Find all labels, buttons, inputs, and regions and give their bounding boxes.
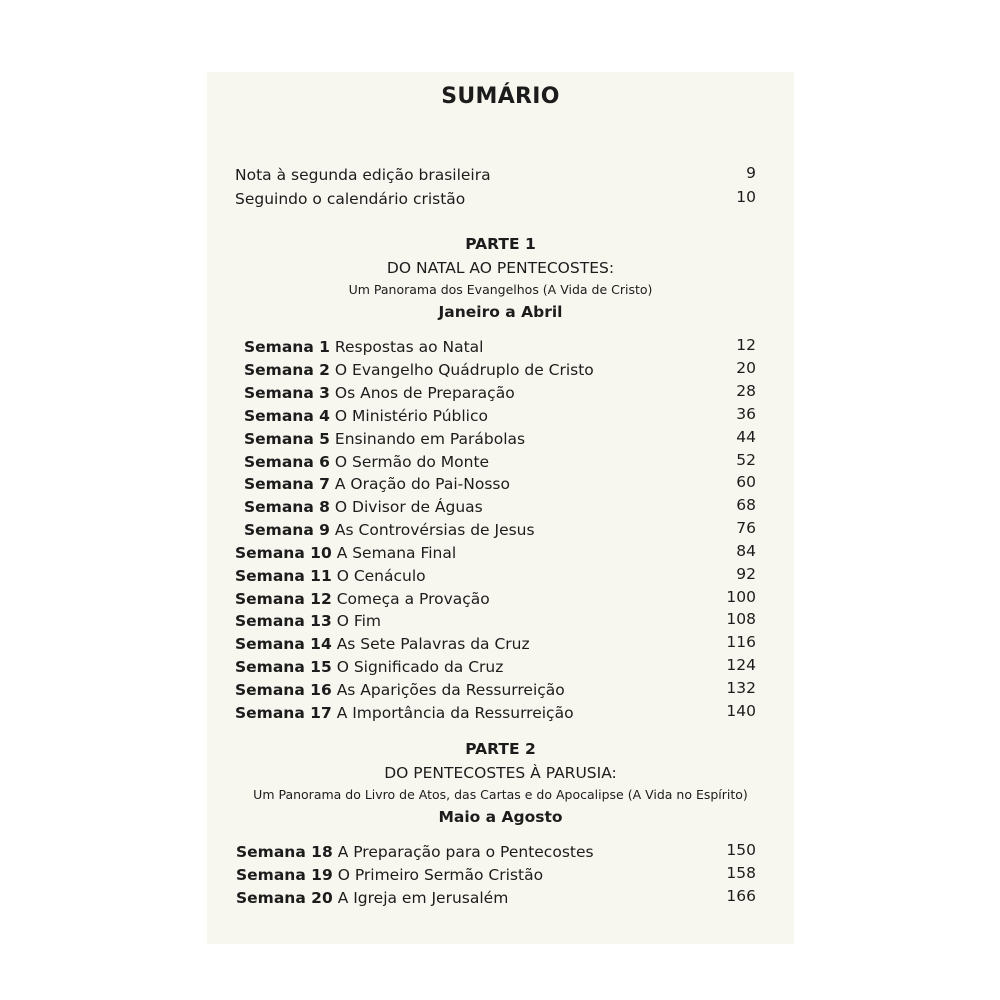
toc-entry-title: O Cenáculo	[336, 567, 426, 585]
toc-entry-title: A Preparação para o Pentecostes	[337, 843, 594, 861]
toc-entry-week: Semana 10	[235, 544, 332, 562]
toc-entry-title: O Ministério Público	[334, 407, 488, 425]
toc-entry	[244, 361, 594, 379]
toc-entry-page: 108	[726, 610, 756, 628]
toc-entry-title: O Divisor de Águas	[334, 498, 483, 516]
part-months: Maio a Agosto	[438, 808, 563, 826]
toc-entry-page: 68	[736, 496, 756, 514]
toc-entry-page: 124	[726, 656, 756, 674]
toc-entry-page: 20	[736, 359, 756, 377]
toc-entry	[236, 866, 543, 884]
toc-entry	[244, 453, 489, 471]
toc-entry-page: 116	[726, 633, 756, 651]
toc-entry-title: A Igreja em Jerusalém	[337, 889, 509, 907]
toc-entry-page: 132	[726, 679, 756, 697]
toc-entry	[244, 407, 488, 425]
toc-entry-page: 28	[736, 382, 756, 400]
toc-entry-title: As Sete Palavras da Cruz	[336, 635, 530, 653]
part-title: DO PENTECOSTES À PARUSIA:	[384, 764, 617, 782]
toc-entry-page: 44	[736, 428, 756, 446]
part-subtitle: Um Panorama do Livro de Atos, das Cartas e do Apocalipse (A Vida no Espírito)	[253, 787, 748, 802]
toc-entry-page: 158	[726, 864, 756, 882]
toc-entry-title: Os Anos de Preparação	[334, 384, 515, 402]
toc-entry-page: 166	[726, 887, 756, 905]
toc-entry	[244, 384, 515, 402]
toc-entry-page: 76	[736, 519, 756, 537]
toc-entry-week: Semana 20	[236, 889, 333, 907]
toc-entry	[235, 704, 574, 722]
book-page	[207, 72, 794, 944]
toc-entry-week: Semana 9	[244, 521, 330, 539]
toc-entry-page: 12	[736, 336, 756, 354]
toc-entry	[235, 544, 456, 562]
toc-entry	[244, 430, 525, 448]
page-title: SUMÁRIO	[441, 84, 560, 109]
toc-entry-title: O Sermão do Monte	[334, 453, 490, 471]
toc-entry	[235, 612, 381, 630]
toc-entry-week: Semana 15	[235, 658, 332, 676]
front-matter-item-title: Nota à segunda edição brasileira	[235, 166, 491, 184]
toc-entry-title: A Importância da Ressurreição	[336, 704, 574, 722]
toc-entry	[235, 635, 530, 653]
toc-entry-week: Semana 19	[236, 866, 333, 884]
toc-entry	[244, 521, 535, 539]
toc-entry-title: As Aparições da Ressurreição	[336, 681, 565, 699]
toc-entry-page: 60	[736, 473, 756, 491]
toc-entry-week: Semana 17	[235, 704, 332, 722]
toc-entry-page: 92	[736, 565, 756, 583]
toc-entry-title: As Controvérsias de Jesus	[334, 521, 535, 539]
part-subtitle: Um Panorama dos Evangelhos (A Vida de Cristo)	[348, 282, 653, 297]
toc-entry	[236, 889, 508, 907]
toc-entry-week: Semana 14	[235, 635, 332, 653]
toc-entry-page: 140	[726, 702, 756, 720]
front-matter-item-title: Seguindo o calendário cristão	[235, 190, 466, 208]
toc-entry	[244, 498, 483, 516]
part-months: Janeiro a Abril	[438, 303, 563, 321]
front-matter-item-page: 9	[746, 164, 756, 182]
toc-entry	[244, 338, 483, 356]
part-title: DO NATAL AO PENTECOSTES:	[386, 259, 615, 277]
toc-entry-week: Semana 13	[235, 612, 332, 630]
toc-entry-week: Semana 7	[244, 475, 330, 493]
toc-entry-title: O Evangelho Quádruplo de Cristo	[334, 361, 594, 379]
toc-entry-week: Semana 1	[244, 338, 330, 356]
toc-entry-title: Respostas ao Natal	[334, 338, 484, 356]
toc-entry	[235, 658, 503, 676]
toc-entry-title: A Semana Final	[336, 544, 457, 562]
toc-entry-week: Semana 12	[235, 590, 332, 608]
toc-entry	[235, 681, 565, 699]
toc-entry-week: Semana 4	[244, 407, 330, 425]
toc-entry-title: Começa a Provação	[336, 590, 490, 608]
toc-entry	[235, 590, 490, 608]
toc-entry-week: Semana 5	[244, 430, 330, 448]
toc-entry-page: 84	[736, 542, 756, 560]
toc-entry-week: Semana 6	[244, 453, 330, 471]
toc-entry-week: Semana 18	[236, 843, 333, 861]
toc-entry-title: O Significado da Cruz	[336, 658, 504, 676]
toc-entry-week: Semana 8	[244, 498, 330, 516]
toc-entry-page: 52	[736, 451, 756, 469]
toc-entry-page: 150	[726, 841, 756, 859]
toc-entry-week: Semana 3	[244, 384, 330, 402]
toc-entry	[235, 567, 426, 585]
toc-entry-page: 100	[726, 588, 756, 606]
toc-entry-title: Ensinando em Parábolas	[334, 430, 526, 448]
toc-entry	[236, 843, 594, 861]
toc-entry	[244, 475, 510, 493]
toc-entry-title: O Fim	[336, 612, 382, 630]
toc-entry-week: Semana 11	[235, 567, 332, 585]
toc-entry-week: Semana 2	[244, 361, 330, 379]
front-matter-item-page: 10	[736, 188, 756, 206]
part-label: PARTE 1	[465, 235, 536, 253]
toc-entry-title: O Primeiro Sermão Cristão	[337, 866, 544, 884]
toc-entry-title: A Oração do Pai-Nosso	[334, 475, 510, 493]
toc-entry-week: Semana 16	[235, 681, 332, 699]
toc-entry-page: 36	[736, 405, 756, 423]
part-label: PARTE 2	[465, 740, 536, 758]
